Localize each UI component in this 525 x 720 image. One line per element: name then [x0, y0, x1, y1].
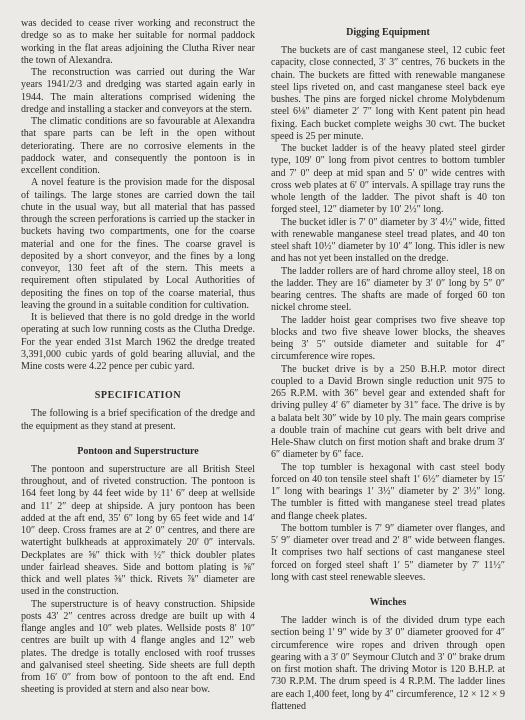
paragraph: The bucket idler is 7′ 0″ diameter by 3′ 4½″ wide, fitted with renewable manganese steel tread plates, and 40 ton steel shaft 10½″ diameter by 10′ 4″ long. This idler is new and has not yet been installed on the dredge. [271, 216, 505, 265]
paragraph: The climatic conditions are so favourable at Alexandra that spare parts can be left in the open without deteriorating. There are no corrosive elements in the paddock water, and consequently the pontoon is in excellent condition. [21, 116, 255, 176]
paragraph: The bucket ladder is of the heavy plated steel girder type, 109′ 0″ long from pivot centres to bottom tumbler and 7′ 0″ deep at mid span and 5′ 0″ wide centres with cross web plates at 6′ 0″ intervals. A spillage tray runs the whole length of the ladder. The pivot shaft is 40 ton forged steel, 12″ diameter by 10′ 2½″ long. [271, 143, 505, 216]
paragraph: The pontoon and superstructure are all British Steel throughout, and of riveted construction. The pontoon is 164 feet long by 44 feet wide by 11′ 6″ deep at wellside and 11′ 2″ deep at shipside. A jury pontoon has been added at the aft end, 35′ 6″ long by 65 feet wide and 14′ 10″ deep. Cross frames are at 2′ 0″ centres, and there are watertight bulkheads at approximately 20′ 0″ intervals. Deckplates are ⅝″ thick with ½″ thick doubler plates under fairlead sheaves. Side and bottom plating is ⅝″ thick and well plates ⅝″ thick. Rivets ⅞″ diameter are used in the construction. [21, 463, 255, 598]
paragraph: The top tumbler is hexagonal with cast steel body forced on 40 ton tensile steel shaft 1′ 6½″ diameter by 15′ 1″ long with bearings 1′ 3½″ diameter by 2′ 3½″ long. The tumbler is fitted with manganese steel tread plates and flange cheek plates. [271, 461, 505, 522]
paragraph: was decided to cease river working and reconstruct the dredge so as to make her suitable for normal paddock working in the flat areas adjoining the Clutha River near the town of Alexandra. [21, 18, 255, 66]
winches-heading: Winches [369, 597, 407, 608]
paragraph: The ladder hoist gear comprises two five sheave top blocks and two five sheave lower blocks, the sheaves being 3′ 5″ outside diameter and suitable for 4″ circumference wire ropes. [271, 314, 505, 363]
paragraph: The bottom tumbler is 7′ 9″ diameter over flanges, and 5′ 9″ diameter over tread and 2′ 8″ wide between flanges. It comprises two half sections of cast manganese steel forced on forged steel shaft 1′ 5″ diameter by 7′ 11½″ long with cast steel renewable sleeves. [271, 522, 505, 583]
specification-intro: The following is a brief specification of the dredge and the equipment as they stand at present. [21, 408, 255, 432]
paragraph: The ladder rollers are of hard chrome alloy steel, 18 on the ladder. They are 16″ diameter by 3′ 0″ long by 5″ 0″ bearing centres. The shafts are made of forged 60 ton nickel chrome steel. [271, 265, 505, 314]
paragraph: The ladder winch is of the divided drum type each section being 1′ 9″ wide by 3′ 0″ diameter grooved for 4″ circumference wire ropes and driven through open gearing with a 3′ 0″ Seymour Clutch and 3′ 0″ brake drum on first motion shaft. The driving Motor is 120 B.H.P. at 730 R.P.M. The drum speed is 4 R.P.M. The ladder lines are each 1,400 feet, long by 4″ circumference, 12 × 12 × 9 flattened [271, 615, 505, 712]
left-column [21, 18, 255, 720]
paragraph: The buckets are of cast manganese steel, 12 cubic feet capacity, close connected, 3′ 3″ centres, 76 buckets in the chain. The buckets are fitted with renewable manganese steel lips riveted on, and cast manganese steel back eye bushes. The pins are forged nickel chrome Molybdenum steel 6⅛″ diameter 2′ 7″ long with Kent patent pin head fixing. Each bucket complete weighs 30 cwt. The bucket speed is 25 per minute. [271, 45, 505, 142]
pontoon-heading: Pontoon and Superstructure [77, 445, 199, 457]
paragraph: The reconstruction was carried out during the War years 1941/2/3 and dredging was started again early in 1944. The main alterations comprised widening the dredge and installing a stacker and conveyors at the stern. [21, 67, 255, 115]
paragraph: The superstructure is of heavy construction. Shipside posts 43′ 2″ centres across dredge are built up with 4 flange angles and 10″ web plates. Wellside posts 8′ 10″ centres are built up with 4 flange angles and 12″ web plates. The dredge is totally enclosed with roof trusses and galvanised steel sheeting. Side sheets are full depth from 16′ 0″ from bow of pontoon to the aft end. End sheeting is provided at stern and also near bow. [21, 598, 255, 696]
paragraph: A novel feature is the provision made for the disposal of tailings. The large stones are carried down the tail chute in the usual way, but all material that has passed through the screen perforations is carried up the stacker in buckets having two compartments, one for the coarse material and one for the fines. The coarse gravel is deposited by a short conveyor, and the fines by a long conveyor, 130 feet aft of the stern. This meets a requirement often stipulated by Local Authorities of depositing the fines on top of the coarse material, thus leaving the ground in a suitable condition for cultivation. [21, 177, 255, 311]
paragraph: It is believed that there is no gold dredge in the world operating at such low running costs as the Clutha Dredge. For the year ended 31st March 1962 the dredge treated 3,391,000 cubic yards of gold bearing alluvial, and the Mine costs were 4.22 pence per cubic yard. [21, 312, 255, 372]
paragraph: The bucket drive is by a 250 B.H.P. motor direct coupled to a David Brown single reduction unit 975 to 265 R.P.M. with 36″ bevel gear and extended shaft for driving pulley 4′ 6″ diameter by 31″ face. The drive is by a balata belt 30″ wide by 10 ply. The main gears comprise a double train of machine cut gears with belt drive and Hele-Shaw clutch on first motion shaft and brake drum 3′ 6″ diameter by 6″ face. [271, 363, 505, 461]
specification-heading: SPECIFICATION [94, 390, 182, 402]
right-column [271, 18, 505, 720]
digging-equipment-heading: Digging Equipment [346, 27, 430, 38]
